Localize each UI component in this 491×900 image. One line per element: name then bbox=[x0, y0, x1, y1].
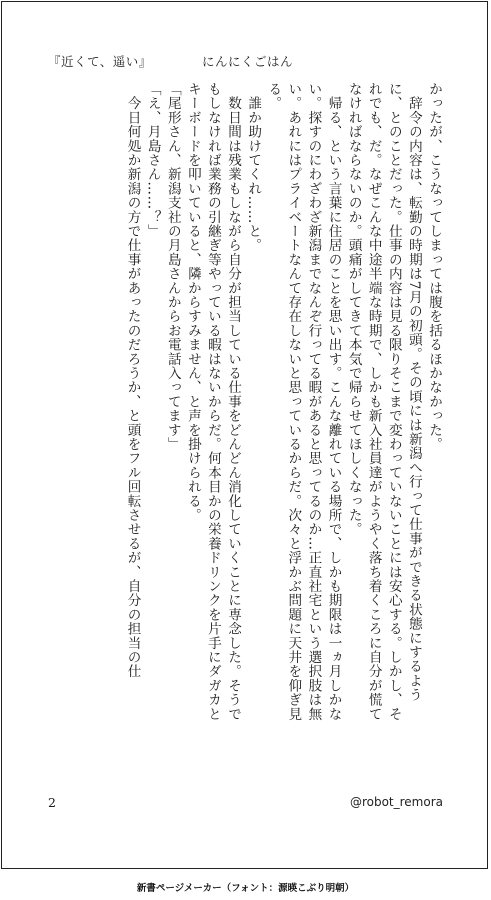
paragraph: 辞令の内容は、転勤の時期は7月の初頭。その頃には新潟へ行って仕事ができる状態にするように、とのことだった。仕事の内容は見る限りそこまで変わっていないことには安心する。しかし、それでも、だ。なぜこんな中途半端な時期で、しかも新入社員達がようやく落ち着くころに自分が慌てなければならないのか。頭痛がしてきて本気で帰らせてほしくなった。 bbox=[345, 82, 422, 721]
dialogue-line: 「え、月島さん……？」 bbox=[144, 82, 161, 239]
author-name: にんにくごはん bbox=[202, 54, 294, 69]
generator-credit: 新書ページメーカー（フォント：源暎こぶり明朝） bbox=[136, 883, 355, 894]
paragraph: 帰る、という言葉に住居のことを思い出す。こんな離れている場所で、しかも期限は一ヵ月しかない。探すのにわざわざ新潟までなんぞ行ってる暇があると思ってるのか…正直社宅という選択肢は無い。あれにはプライベートなんて存在しないと思っているからだ。次々と浮かぶ問題に天井を仰ぎ見る。 bbox=[265, 82, 342, 721]
dialogue-line: 「尾形さん、新潟支社の月島さんからお電話入ってます」 bbox=[164, 82, 181, 452]
book-title: 『近くて、遥い』 bbox=[48, 54, 152, 69]
page-number: 2 bbox=[48, 795, 56, 810]
paragraph: かったが、こうなってしまっては腹を括るほかなかった。 bbox=[426, 82, 442, 452]
vertical-body-text bbox=[42, 82, 444, 730]
paragraph: 数日間は残業もしながら自分が担当している仕事をどんどん消化していくことに専念した。そうでもしなければ業務の引継ぎ等やっている暇はないからだ。何本目かの栄養ドリンクを片手にダガカとキーボードを叩いていると、隣からすみません、と声を掛けられる。 bbox=[184, 82, 242, 721]
author-handle: @robot_remora bbox=[349, 795, 443, 809]
book-page bbox=[1, 1, 488, 869]
paragraph: 誰か助けてくれ……と。 bbox=[245, 82, 262, 253]
paragraph: 今日何処か新潟の方で仕事があったのだろうか、と頭をフル回転させるが、自分の担当の仕 bbox=[124, 82, 141, 679]
